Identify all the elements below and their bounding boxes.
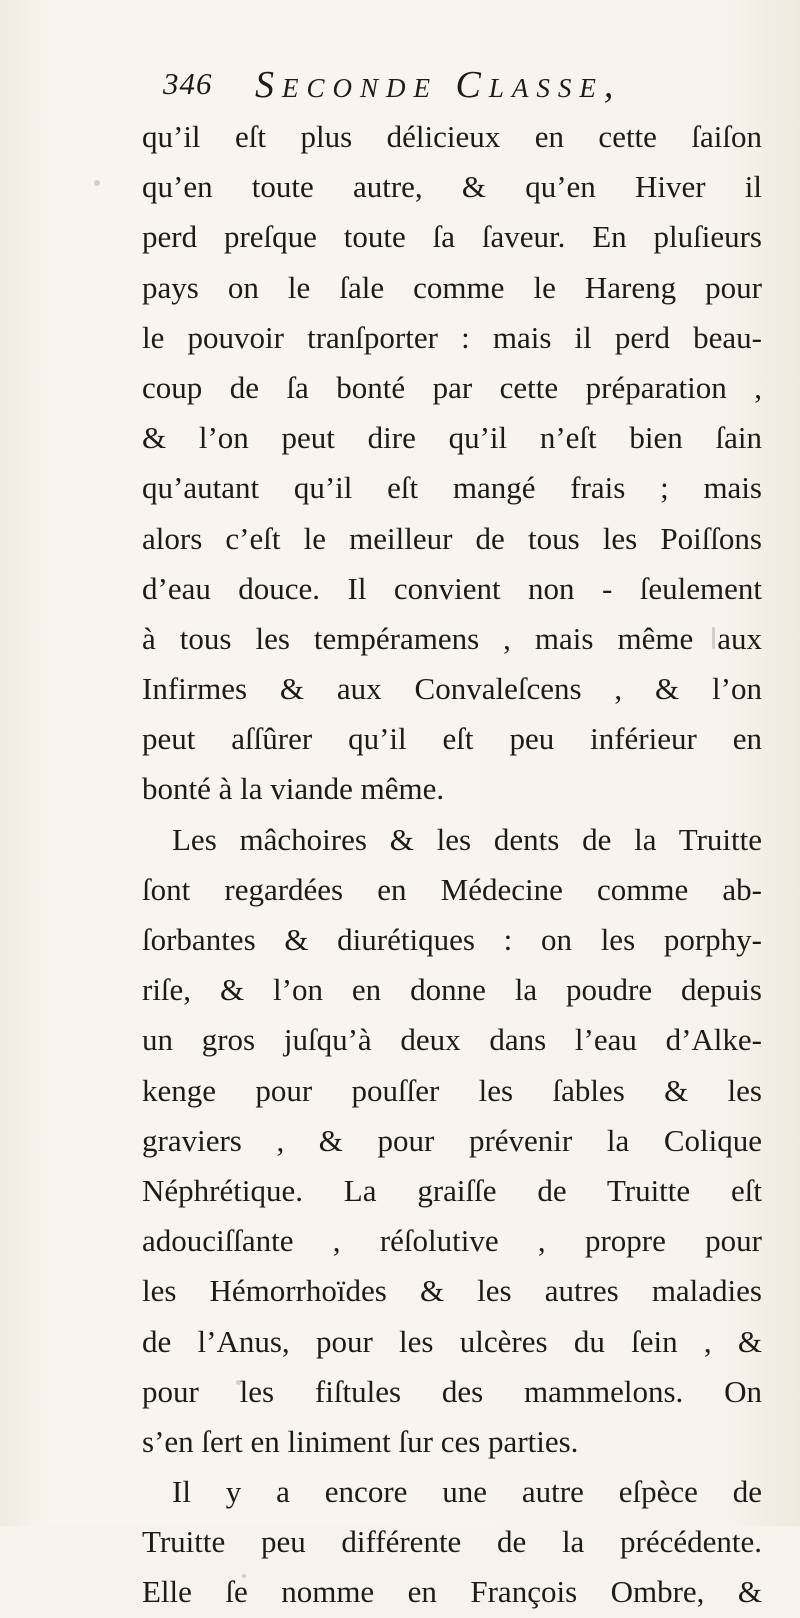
running-title: Seconde Classe, (255, 64, 622, 106)
body-text (142, 112, 762, 1618)
text-line: Infirmes & aux Convaleſcens , & l’on (142, 671, 762, 707)
text-line: qu’il eſt plus délicieux en cette ſaiſon (142, 119, 762, 154)
paper-speck (242, 1574, 246, 1578)
text-line: le pouvoir tranſporter : mais il perd beau- (142, 319, 762, 355)
text-line: bonté à la viande même. (142, 771, 445, 807)
text-line: de l’Anus, pour les ulcères du ſein , & (142, 1323, 762, 1359)
text-line: alors c’eſt le meilleur de tous les Poiſſons (142, 520, 762, 556)
paper-speck (236, 1380, 241, 1385)
text-line: riſe, & l’on en donne la poudre depuis (142, 972, 762, 1008)
text-line: à tous les tempéramens , mais même aux (142, 620, 762, 656)
text-line: pour les fiſtules des mammelons. On (142, 1373, 762, 1409)
text-line: d’eau douce. Il convient non - ſeulement (142, 570, 762, 606)
text-line: Il y a encore une autre eſpèce de (172, 1474, 762, 1510)
text-line: adouciſſante , réſolutive , propre pour (142, 1223, 762, 1259)
text-line: perd preſque toute ſa ſaveur. En pluſieurs (142, 219, 762, 255)
paper-speck (94, 180, 100, 186)
text-line: qu’autant qu’il eſt mangé frais ; mais (142, 470, 762, 506)
text-line: les Hémorrhoïdes & les autres maladies (142, 1273, 762, 1309)
text-line: ſont regardées en Médecine comme ab- (142, 871, 762, 907)
text-line: peut aſſûrer qu’il eſt peu inférieur en (142, 721, 762, 757)
text-line: Néphrétique. La graiſſe de Truitte eſt (142, 1172, 762, 1208)
text-line: un gros juſqu’à deux dans l’eau d’Alke- (142, 1022, 762, 1058)
text-line: coup de ſa bonté par cette préparation , (142, 369, 762, 405)
page-number: 346 (163, 66, 213, 101)
text-line: kenge pour pouſſer les ſables & les (142, 1072, 762, 1108)
page-header (163, 66, 723, 116)
paper-speck (712, 627, 715, 649)
text-line: pays on le ſale comme le Hareng pour (142, 269, 762, 305)
text-line: Elle ſe nomme en François Ombre, & (142, 1574, 762, 1610)
text-line: s’en ſert en liniment ſur ces parties. (142, 1423, 579, 1459)
text-line: ſorbantes & diurétiques : on les porphy- (142, 922, 762, 957)
text-line: Truitte peu différente de la précédente. (142, 1524, 762, 1560)
text-line: graviers , & pour prévenir la Colique (142, 1122, 762, 1158)
text-line: qu’en toute autre, & qu’en Hiver il (142, 169, 762, 205)
text-line: & l’on peut dire qu’il n’eſt bien ſain (142, 420, 762, 456)
text-line: Les mâchoires & les dents de la Truitte (172, 821, 762, 857)
